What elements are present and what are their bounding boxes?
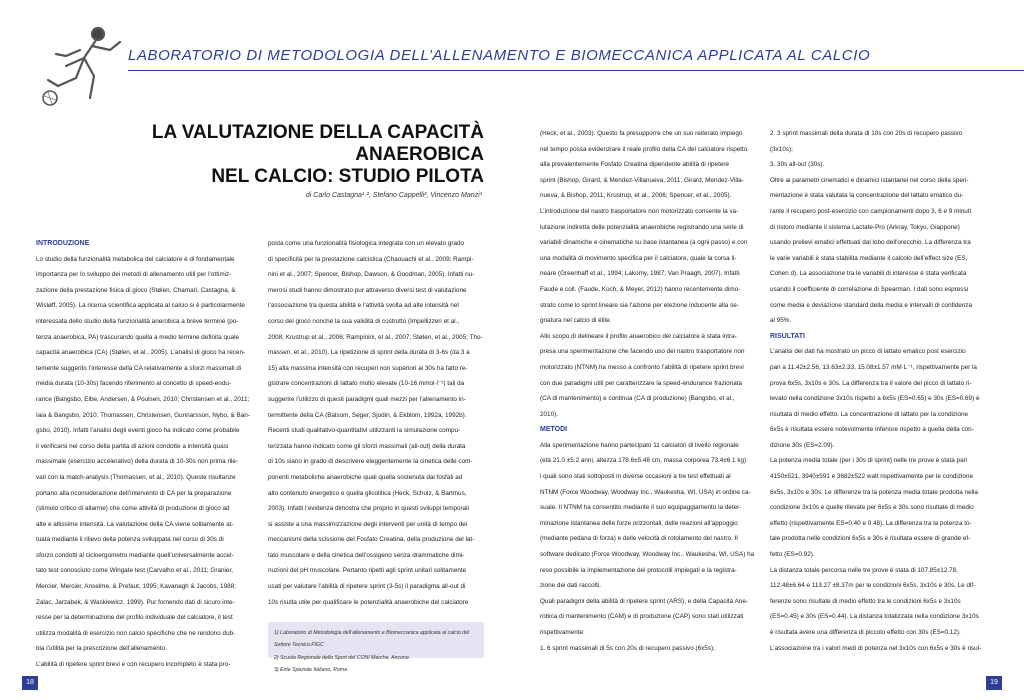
header-rule [128, 70, 1024, 71]
text-line: L’introduzione del nastro trasportatore non motorizzato consente la va- [540, 207, 739, 215]
text-line: Alla sperimentazione hanno partecipato 11 calciatori di livello regionale [540, 441, 739, 449]
text-line: presa una sperimentazione che facendo uso del nastro trasportatore non [540, 348, 745, 356]
text-line: tato muscolare e della cinetica dell’ossigeno senza drammatiche dimi- [268, 551, 465, 559]
text-line: come media e deviazione standard della media e intervalli di confidenza [770, 301, 973, 309]
text-line: Cohen d). La associazione tra le variabili di interesse è stata verificata [770, 270, 967, 278]
column-4 [770, 126, 988, 656]
text-line: al 95%. [770, 317, 792, 325]
text-line: una modalità di movimento specifica per il calciatore, quale la corsa li- [540, 254, 737, 262]
text-line: resse per la determinazione del profilo individuale del calciatore, il test [36, 614, 233, 622]
text-line: levato nella condizione 3x10s rispetto a 6x5s (ES=0.65) e 30s (ES=0.69) è [770, 395, 980, 403]
text-line: Zalac, Jarzabek, & Waskiewicz, 1999). Pur fornendo dati di sicuro inte- [36, 598, 235, 606]
text-line: mentazione è stata valutata la concentrazione del lattato ematico du- [770, 192, 964, 200]
text-line: motorizzato (NTNM) ha messo a confronto l’abilità di ripetere sprint brevi [540, 363, 744, 371]
text-line: rante il recupero post-esercizio con campionamenti dopo 3, 6 e 9 minuti [770, 207, 971, 215]
text-line: si assiste a una massimizzazione degli interventi per unità di tempo dei [268, 520, 468, 528]
column-3 [540, 126, 758, 656]
text-line: NTNM (Force Woodway, Woodway Inc., Waukesha, WI, USA) in ordine ca- [540, 488, 751, 496]
text-line: 10s risulta utile per qualificare le potenzialità anaerobiche del calciatore [268, 598, 469, 606]
text-line: nueva, & Bishop, 2011; Krustrup, et al., 2006; Spencer, et al., 2005). [540, 192, 732, 200]
text-line: L’analisi dei dati ha mostrato un picco di lattato ematico post esercizio [770, 348, 966, 356]
text-line: meccanismi della scissione del Fosfato Creatina, della produzione del lat- [268, 536, 475, 544]
text-line: l’associazione tra questa abilità e l’attività svolta ad alte intensità nel [268, 302, 459, 310]
text-line: gnatura nel calcio di élite. [540, 317, 612, 325]
text-line: (CA di mantenimento) e continua (CA di produzione) (Bangsbo, et al., [540, 395, 735, 403]
article-title-line-1: LA VALUTAZIONE DELLA CAPACITÀ ANAEROBICA [151, 122, 484, 165]
text-line: alto contenuto energetico e quella glicolitica (Heck, Schulz, & Bartmus, [268, 489, 467, 497]
text-line: pari a 11.42±2.56, 13.63±2.33, 15.08±1.57 mM·L⁻¹, rispettivamente per la [770, 363, 977, 371]
text-line: di ristoro mediante il sistema Lactate-Pro (Arkray, Tokyo, Giappone) [770, 223, 960, 231]
footnote-line: 3) Ente Spaziale Italiano, Roma [274, 666, 347, 673]
section-heading-risultati: RISULTATI [770, 332, 805, 340]
text-line: 2003). Infatti l’evidenza dimostra che proprio in questi sviluppi temporali [268, 505, 469, 513]
article-title [36, 122, 484, 188]
text-line: Iaia & Bangsbo, 2010; Thomassen, Christensen, Gunnarsson, Nybo, & Ban- [36, 411, 250, 419]
text-line: usando il coefficiente di correlazione di Spearman. I dati sono espressi [770, 285, 969, 293]
text-line: software dedicato (Force Woodway, Woodway Inc., Waukesha, WI, USA) ha [540, 551, 755, 559]
text-line: gsbo, 2010). Infatti l’analisi degli eventi gioco ha indicato come probabile [36, 427, 240, 435]
text-line: Oltre ai parametri cinematici e dinamici istantanei nel corso della speri- [770, 176, 969, 184]
text-line: media durata (10-30s) facendo riferimento al concetto di speed-endu- [36, 380, 232, 388]
text-line: dizione 30s (ES=2.09). [770, 441, 835, 449]
text-line: i quali sono stati sottoposti in diverse occasioni a tre test effettuati al [540, 473, 731, 481]
text-line: La distanza totale percorsa nelle tre prove è stata di 107.85±12.78, [770, 566, 958, 574]
text-line: Faude e coll. (Faude, Koch, & Meyer, 2012) hanno recentemente dimo- [540, 285, 741, 293]
text-line: strato come lo sprint lineare sia l’azione per elezione inducente alla se- [540, 301, 739, 309]
text-line: tato test conosciuto come Wingate test (Carvalho et al., 2011; Granier, [36, 567, 233, 575]
authors: di Carlo Castagna¹˒², Stefano Cappelli², Vincenzo Manzi³ [305, 192, 482, 199]
text-line: zione dei dati raccolti. [540, 582, 602, 590]
text-line: 112.48±6.64 e 113.27 ±8.37m per le condizioni 6x5s, 3x10s e 30s. Le dif- [770, 582, 976, 590]
text-line: di specificità per la prestazione calcistica (Chaouachi et al., 2009; Rampi- [268, 255, 474, 263]
footnote-line: 2) Scuola Regionale dello Sport del CONI Marche, Ancona [274, 654, 409, 661]
text-line: 6x5s, 3x10s e 30s. Le differenze tra la potenza media totale prodotta nella [770, 488, 978, 496]
text-line: le varie variabili è stata stabilita mediante il calcolo dell’effect size (ES, [770, 254, 968, 262]
text-line: neare (Greenhaff et al., 1994; Lakomy, 1987; Van Praagh, 2007). Infatti [540, 270, 740, 278]
page-number-right: 19 [986, 676, 1002, 690]
text-line: interessata dello studio della funzionalità anerobica a breve termine (po- [36, 317, 239, 325]
footnote-line: Settore Tecnico FIGC [274, 642, 324, 649]
section-heading-introduzione: INTRODUZIONE [36, 240, 90, 247]
text-line: nuzioni del pH muscolare. Pertanto ripetti agli sprint unitari solitamente [268, 567, 467, 575]
text-line: rance (Bangsbo, Elbe, Andersen, & Poulsen, 2010; Christensen et al., 2011; [36, 395, 250, 403]
text-line: Wisløff, 2005). La ricerca scientifica applicata al calcio si è particolarmente [36, 302, 245, 310]
text-line: massimale (esercizio accelerativo) della durata di 10-30s non prima rile- [36, 458, 239, 466]
text-line: sprint (Bishop, Girard, & Mendez-Villanueva, 2011; Girard, Mendez-Villa- [540, 176, 744, 184]
text-line: alla prevalentemente Fosfato Creatina dipendente abilità di ripetere [540, 161, 730, 169]
column-2 [268, 236, 484, 610]
text-line: è risultata avere una differenza di piccolo effetto con 30s (ES=0.12). [770, 629, 961, 636]
text-line: L’associazione tra i valori medi di potenza nel 3x10s con 6x5s e 30s è risul- [770, 644, 982, 652]
column-2-text [268, 236, 484, 610]
text-line: minazione istantanea delle forze orizzontali, delle reazioni all’appoggio [540, 519, 738, 527]
text-line: 1. 6 sprint massimali di 5s con 20s di recupero passivo (6x5s); [540, 644, 715, 652]
text-line: reso possibile la implementazione dei protocolli impiegati e la registra- [540, 566, 737, 574]
text-line: il verificarsi nel corso della partita di azioni condotte a intensità quasi [36, 442, 229, 450]
text-line: ponenti metaboliche anaerobiche quali quella sostenuta dai fosfati ad [268, 473, 463, 481]
column-4-text-results [770, 344, 988, 656]
text-line: La potenza media totale (per i 30s di sprint) nelle tre prove è stata pari [770, 457, 968, 465]
text-line: suggerire l’utilizzo di questi paradigmi quali mezzi per l’allenamento in- [268, 395, 466, 403]
text-line: robica di mantenimento (CAM) e di produzione (CAP) sono stati utilizzati [540, 613, 744, 621]
text-line: 2008; Krustrup et al., 2006; Rampinini, et al., 2007; Stølen, et al., 2005; Tho- [268, 333, 483, 341]
text-line: suale. Il NTNM ha consentito mediante il suo equipaggiamento la deter- [540, 504, 742, 512]
text-line: L’abilità di ripetere sprint brevi e con recupero incompleto è stata pro- [36, 661, 231, 669]
text-line: massen, et al., 2010). La ripetizione di sprint della durata di 3-6s (da 3 a [268, 349, 470, 357]
text-line: 3. 30s all-out (30s). [770, 161, 825, 169]
column-1 [36, 236, 254, 673]
text-line: temente suggerito l’interesse della CA relativamente a sforzi massimali di [36, 364, 242, 372]
text-line: 2010). [540, 410, 558, 418]
text-line: di 10s siano in grado di descrivere eleggentemente la cinetica delle com- [268, 458, 473, 466]
text-line: alte e altissime intensità. La valutazione della CA viene solitamente at- [36, 520, 234, 528]
text-line: gistrare concentrazioni di lattato molto elevate (10-16 mmol·l⁻¹) tali da [268, 380, 465, 388]
section-heading-metodi: METODI [540, 426, 568, 434]
footnotes-text [274, 630, 478, 674]
text-line: nel tempo possa evidenziare il reale profilo della CA del calciatore rispetto [540, 145, 748, 153]
footnote-line: 1) Laboratorio di Metodologia dell’allenamento e Biomeccanica applicata al calcio del [274, 630, 470, 637]
text-line: zazione della prestazione fisica di gioco (Stølen, Chamari, Castagna, & [36, 286, 236, 294]
text-line: termittente della CA (Balsom, Seger, Sjodin, & Ekblom, 1992a, 1992b). [268, 411, 467, 419]
text-line: tuata mediante il rilievo della potenza sviluppata nel corso di 30s di [36, 536, 224, 544]
text-line: prova 6x5s, 3x10s e 30s. La differenza tra il valore del picco di lattato ri- [770, 379, 972, 387]
text-line: merosi studi hanno dimostrato pur attraverso diversi test di valutazione [268, 286, 467, 294]
text-line: corso del gioco nonché la sua validità di costrutto (Impellizzeri et al., [268, 317, 460, 325]
text-line: condizione 3x10s e quelle rilevate per 6x5s e 30s sono risultate di medio [770, 504, 974, 512]
text-line: 2. 3 sprint massimali della durata di 10s con 20s di recupero passivo [770, 130, 963, 137]
text-line: Lo studio della funzionalità metabolica del calciatore è di fondamentale [36, 255, 235, 263]
text-line: tenza anaerobica, PA) trascurando quella a medio termine definita quale [36, 333, 240, 341]
text-line: (ES=0.45) e 30s (ES=0.44). La distanza totalizzata nella condizione 3x10s [770, 613, 979, 621]
text-line: Allo scopo di delineare il profilo anaerobico del calciatore è stata intra- [540, 332, 737, 340]
text-line: (Heck, et al., 2003). Questo fa presupporre che un suo reiterato impiego [540, 130, 743, 137]
text-line: terizzata hanno indicato come gli sforzi massimali (all-out) della durata [268, 442, 466, 450]
text-line: capacità anaerobica (CA) (Stølen, et al., 2005). L’analisi di gioco ha recen- [36, 349, 246, 357]
text-line: con due paradigmi utili per caratterizzare la speed-endurance frazionata [540, 379, 743, 387]
text-line: (mediante pedana di forza) e delle velocità di rotolamento del nastro. Il [540, 535, 738, 543]
column-3-text [540, 126, 758, 422]
text-line: Mercier, Mercier, Anselme, & Prefaut, 1995; Kavanagh & Jacobs, 1988; [36, 583, 236, 591]
text-line: utilizza modalità di esercizio non calcio specifiche che ne rendono dub- [36, 629, 236, 637]
text-line: nini et al., 2007; Spencer, Bishop, Dawson, & Goodman, 2005). Infatti nu- [268, 271, 475, 279]
text-line: (3x10s); [770, 145, 793, 153]
text-line: 4150±521, 3940±591 e 3682±522 watt rispettivamente per le condizione [770, 473, 974, 481]
text-line: sforzo condotti al cicloergometro mediante quell’universalmente accet- [36, 551, 234, 559]
text-line: bia l’utilità per la prescrizione dell’allenamento. [36, 645, 167, 653]
text-line: risultata di medio effetto. La concentrazione di lattato per la condizione [770, 410, 969, 418]
text-line: tale prodotta nelle condizioni 6x5s e 30s è risultata essere di grande ef- [770, 535, 971, 543]
text-line: (stimolo critico di allarme) che come attività di produzione di gioco ad [36, 505, 230, 513]
text-line: 6x5s è risultata essere notevolmente inferiore rispetto a quella della con- [770, 426, 974, 434]
article-title-line-2: NEL CALCIO: STUDIO PILOTA [211, 166, 484, 187]
footnotes-box [268, 622, 484, 673]
column-1-text [36, 252, 254, 673]
text-line: variabili dinamiche e cinematiche su base istantanea (a ogni passo) e con [540, 239, 748, 247]
footballer-logo [36, 20, 128, 112]
text-line: 15) alla massima intensità con recuperi non superiori ai 30s ha fatto re- [268, 364, 468, 372]
column-4-text [770, 126, 988, 329]
text-line: vati con la match-analysis (Thomassen, et al., 2010). Queste risultanze [36, 473, 236, 481]
text-line: portano alla riconsiderazione dell’intervento di CA per la preparazione [36, 489, 232, 497]
text-line: lutazione indiretta delle potenzialità anaerobiche registrando una serie di [540, 223, 744, 231]
text-line: Quali paradigmi della abilità di ripetere sprint (ARS), e della Capacità Ane- [540, 597, 749, 605]
text-line: posta come una funzionalità fisiologica integrata con un elevato grado [268, 240, 465, 247]
text-line: rispettivamente: [540, 629, 585, 636]
text-line: effetto (rispettivamente ES=0.40 e 0.48). La differenza tra la potenza to- [770, 519, 972, 527]
section-header: LABORATORIO DI METODOLOGIA DELL’ALLENAMENTO E BIOMECCANICA APPLICATA AL CALCIO [128, 47, 871, 64]
text-line: importanza per lo sviluppo dei metodi di allenamento utili per l’ottimiz- [36, 271, 232, 279]
page-number-left: 18 [22, 676, 38, 690]
text-line: fetto (ES=0.92). [770, 551, 815, 559]
column-3-text-methods [540, 438, 758, 656]
text-line: Recenti studi qualitativo-quantitativi utilizzanti la simulazione compu- [268, 427, 461, 435]
text-line: usati per valutare l’abilità di ripetere sprint (3-5s) il paradigma all-out di [268, 583, 466, 591]
text-line: (età 21.0 ±5.2 anni, altezza 178.6±5.48 cm, massa corporea 73.4±6.1 kg) [540, 457, 747, 465]
text-line: ferenze sono risultate di medio effetto tra le condizioni 6x5s e 3x10s [770, 597, 961, 605]
text-line: usando prelievi ematici effettuati dal lobo dell’orecchio. La differenza tra [770, 239, 971, 247]
